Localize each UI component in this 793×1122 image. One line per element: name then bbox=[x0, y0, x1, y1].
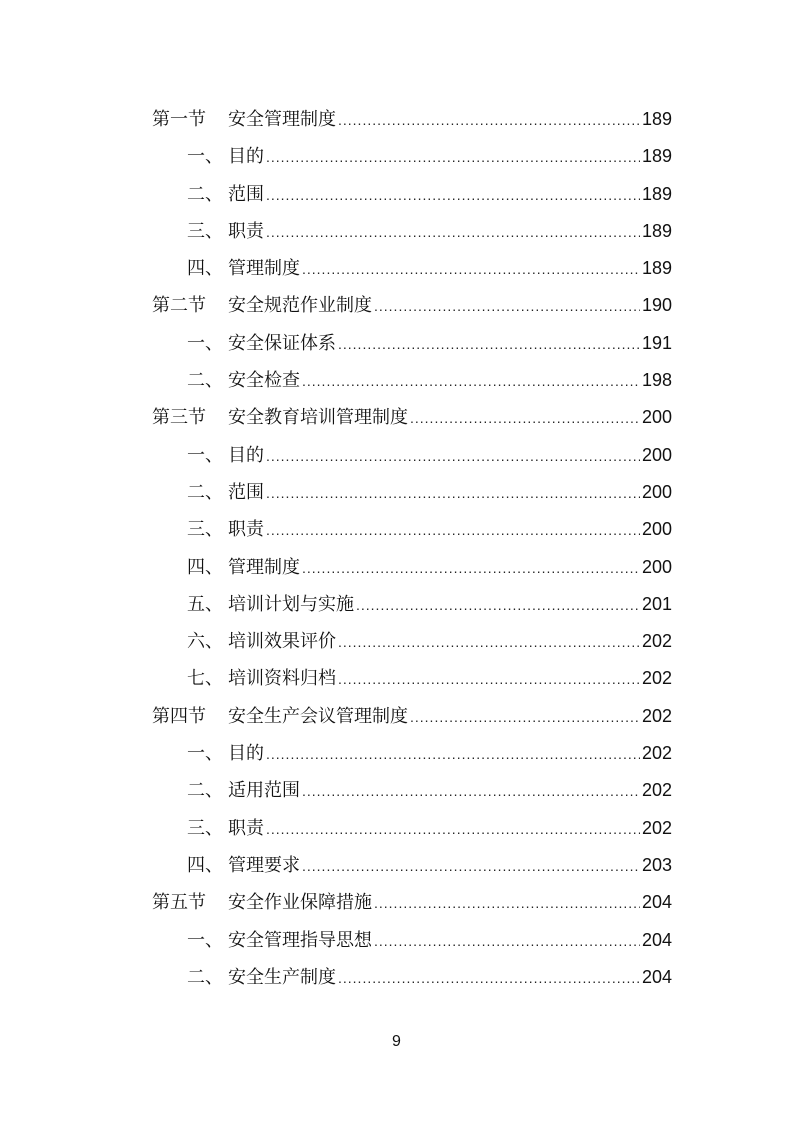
toc-entry-title: 职责 bbox=[228, 519, 264, 540]
toc-entry-page: 198 bbox=[641, 370, 672, 391]
toc-entry-label: 三、 bbox=[187, 220, 223, 241]
toc-entry-title: 安全保证体系 bbox=[228, 332, 336, 353]
dot-leader bbox=[356, 597, 640, 613]
dot-leader bbox=[338, 112, 640, 128]
toc-entry-page: 200 bbox=[641, 556, 672, 577]
toc-entry-title: 安全生产会议管理制度 bbox=[228, 705, 408, 726]
toc-entry-label: 五、 bbox=[187, 593, 223, 614]
toc-entry-title: 范围 bbox=[228, 481, 264, 502]
dot-leader bbox=[266, 448, 640, 464]
toc-entry-title: 管理制度 bbox=[228, 258, 300, 279]
toc-entry-title: 职责 bbox=[228, 817, 264, 838]
toc-entry-page: 202 bbox=[641, 780, 672, 801]
toc-entry-label: 七、 bbox=[187, 668, 223, 689]
toc-entry-page: 204 bbox=[641, 966, 672, 987]
toc-entry-title: 范围 bbox=[228, 183, 264, 204]
dot-leader bbox=[266, 187, 640, 203]
toc-entry-label: 第四节 bbox=[152, 705, 206, 726]
toc-entry-page: 202 bbox=[641, 817, 672, 838]
toc-entry-label: 二、 bbox=[187, 780, 223, 801]
dot-leader bbox=[410, 709, 640, 725]
toc-entry-label: 一、 bbox=[187, 929, 223, 950]
dot-leader bbox=[338, 634, 640, 650]
toc-entry-page: 200 bbox=[641, 519, 672, 540]
toc-entry-label: 一、 bbox=[187, 743, 223, 764]
toc-entry-label: 二、 bbox=[187, 370, 223, 391]
toc-entry-label: 第一节 bbox=[152, 109, 206, 129]
toc-entry-page: 200 bbox=[641, 444, 672, 465]
toc-entry[interactable] bbox=[152, 888, 672, 925]
toc-entry-page: 202 bbox=[641, 631, 672, 652]
dot-leader bbox=[338, 970, 640, 986]
toc-entry[interactable] bbox=[152, 814, 672, 851]
toc-entry-title: 安全管理指导思想 bbox=[228, 929, 372, 950]
toc-entry-page: 202 bbox=[641, 705, 672, 726]
toc-entry-label: 一、 bbox=[187, 332, 223, 353]
toc-entry[interactable] bbox=[152, 553, 672, 590]
toc-entry-title: 管理制度 bbox=[228, 556, 300, 577]
toc-entry-label: 四、 bbox=[187, 556, 223, 577]
toc-entry-page: 201 bbox=[641, 593, 672, 614]
dot-leader bbox=[374, 895, 640, 911]
toc-entry-page: 200 bbox=[641, 481, 672, 502]
toc-entry[interactable] bbox=[152, 776, 672, 813]
toc-entry[interactable] bbox=[152, 142, 672, 179]
toc-entry-title: 安全检查 bbox=[228, 370, 300, 391]
toc-entry-label: 三、 bbox=[187, 817, 223, 838]
toc-entry[interactable] bbox=[152, 217, 672, 254]
toc-entry[interactable] bbox=[152, 291, 672, 328]
toc-entry-title: 目的 bbox=[228, 444, 264, 465]
toc-entry-label: 六、 bbox=[187, 631, 223, 652]
dot-leader bbox=[302, 858, 640, 874]
toc-entry-label: 第三节 bbox=[152, 407, 206, 428]
dot-leader bbox=[266, 746, 640, 762]
toc-entry-label: 四、 bbox=[187, 854, 223, 875]
toc-entry[interactable] bbox=[152, 963, 672, 1000]
toc-entry[interactable] bbox=[152, 329, 672, 366]
toc-entry-page: 189 bbox=[641, 220, 672, 241]
toc-entry-label: 四、 bbox=[187, 258, 223, 279]
toc-entry[interactable] bbox=[152, 851, 672, 888]
toc-entry-title: 安全教育培训管理制度 bbox=[228, 407, 408, 428]
dot-leader bbox=[302, 783, 640, 799]
dot-leader bbox=[302, 261, 640, 277]
dot-leader bbox=[266, 485, 640, 501]
toc-entry-page: 191 bbox=[641, 332, 672, 353]
toc-entry-title: 培训计划与实施 bbox=[228, 593, 354, 614]
toc-entry[interactable] bbox=[152, 403, 672, 440]
toc-entry[interactable] bbox=[152, 739, 672, 776]
toc-entry-title: 培训效果评价 bbox=[228, 631, 336, 652]
toc-entry[interactable] bbox=[152, 366, 672, 403]
toc-entry-page: 189 bbox=[641, 183, 672, 204]
toc-entry[interactable] bbox=[152, 441, 672, 478]
dot-leader bbox=[302, 560, 640, 576]
toc-entry-page: 189 bbox=[641, 146, 672, 167]
dot-leader bbox=[338, 671, 640, 687]
toc-entry-label: 第二节 bbox=[152, 295, 206, 316]
toc-entry-label: 一、 bbox=[187, 444, 223, 465]
toc-entry-title: 安全管理制度 bbox=[228, 109, 336, 129]
toc-entry[interactable] bbox=[152, 478, 672, 515]
toc-entry-page: 204 bbox=[641, 929, 672, 950]
page-number: 9 bbox=[392, 1033, 401, 1050]
toc-entry-page: 202 bbox=[641, 743, 672, 764]
toc-entry-label: 一、 bbox=[187, 146, 223, 167]
toc-entry-page: 203 bbox=[641, 854, 672, 875]
toc-entry-label: 第五节 bbox=[152, 892, 206, 913]
toc-entry-page: 190 bbox=[641, 295, 672, 316]
toc-entry-page: 202 bbox=[641, 668, 672, 689]
toc-entry-page: 200 bbox=[641, 407, 672, 428]
dot-leader bbox=[302, 373, 640, 389]
toc-entry-title: 职责 bbox=[228, 220, 264, 241]
toc-entry[interactable] bbox=[152, 180, 672, 217]
dot-leader bbox=[266, 821, 640, 837]
dot-leader bbox=[266, 224, 640, 240]
toc-entry-title: 适用范围 bbox=[228, 780, 300, 801]
toc-entry-title: 管理要求 bbox=[228, 854, 300, 875]
dot-leader bbox=[374, 298, 640, 314]
toc-entry-title: 安全作业保障措施 bbox=[228, 892, 372, 913]
toc-entry[interactable] bbox=[152, 702, 672, 739]
toc-entry-page: 189 bbox=[641, 109, 672, 129]
toc-entry-label: 三、 bbox=[187, 519, 223, 540]
toc-entry-title: 目的 bbox=[228, 146, 264, 167]
toc-entry[interactable] bbox=[152, 926, 672, 963]
dot-leader bbox=[410, 410, 640, 426]
dot-leader bbox=[374, 933, 640, 949]
toc-entry[interactable] bbox=[152, 590, 672, 627]
toc-entry-title: 安全规范作业制度 bbox=[228, 295, 372, 316]
toc-entry-page: 204 bbox=[641, 892, 672, 913]
toc-entry-label: 二、 bbox=[187, 183, 223, 204]
toc-entry[interactable] bbox=[152, 627, 672, 664]
table-of-contents bbox=[152, 105, 672, 1000]
toc-entry-label: 二、 bbox=[187, 481, 223, 502]
toc-entry-page: 189 bbox=[641, 258, 672, 279]
dot-leader bbox=[266, 149, 640, 165]
toc-entry[interactable] bbox=[152, 254, 672, 291]
toc-entry[interactable] bbox=[152, 515, 672, 552]
toc-entry-title: 安全生产制度 bbox=[228, 966, 336, 987]
toc-entry[interactable] bbox=[152, 664, 672, 701]
toc-entry-label: 二、 bbox=[187, 966, 223, 987]
dot-leader bbox=[338, 336, 640, 352]
toc-entry-title: 目的 bbox=[228, 743, 264, 764]
dot-leader bbox=[266, 522, 640, 538]
toc-entry[interactable] bbox=[152, 105, 672, 142]
toc-entry-title: 培训资料归档 bbox=[228, 668, 336, 689]
